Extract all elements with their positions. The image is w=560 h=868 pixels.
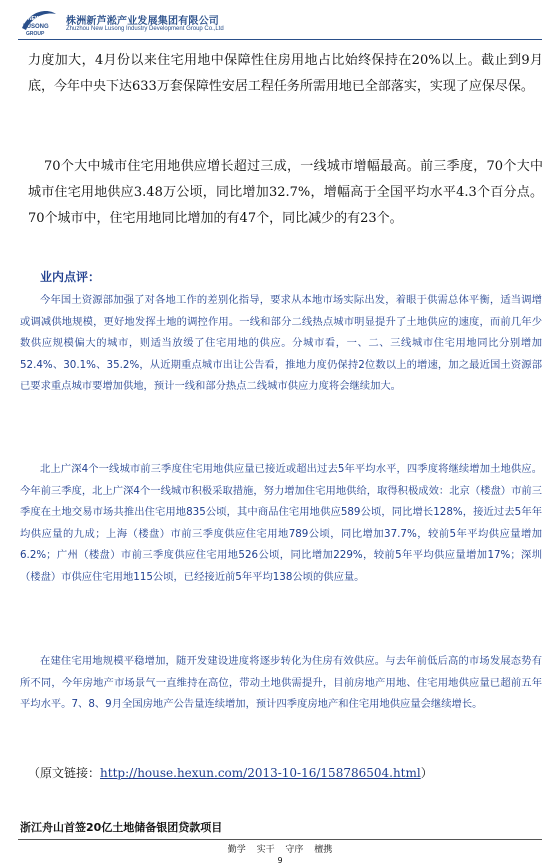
body-paragraph-2: 70个大中城市住宅用地供应增长超过三成，一线城市增幅最高。前三季度，70个大中城市住宅用地供应3.48万公顷，同比增加32.7%，增幅高于全国平均水平4.3个百分点。70个城市中，住宅用地同比增加的有47个，同比减少的有23个。 — [28, 159, 543, 226]
source-line — [28, 764, 548, 781]
next-article-title: 浙江舟山首签20亿土地储备银团贷款项目 — [20, 821, 223, 834]
commentary-paragraph-3: 在建住宅用地规模平稳增加，随开发建设进度将逐步转化为住房有效供应。与去年前低后高的市场发展态势有所不同，今年房地产市场景气一直维持在高位，带动土地供需提升，目前房地产用地、住宅用地供应量已超前五年平均水平。7、8、9月全国房地产公告量连续增加，预计四季度房地产和住宅用地供应量会继续增长。 — [20, 655, 542, 710]
company-name-en: Zhuzhou New Lusong Industry Development Group Co.,Ltd — [66, 26, 224, 32]
logo-text-lusong: LUSONG — [23, 24, 49, 30]
source-prefix: （原文链接： — [28, 766, 101, 780]
logo-text-new: NEW — [28, 16, 40, 22]
source-suffix: ） — [420, 766, 433, 780]
footer-motto: 勤学 实干 守序 檀携 — [227, 845, 333, 855]
body-paragraph-1: 力度加大，4月份以来住宅用地中保障性住房用地占比始终保持在20%以上。截止到9月底，今年中央下达633万套保障性安居工程任务所需用地已全部落实，实现了应保尽保。 — [28, 53, 543, 94]
company-logo — [20, 6, 58, 36]
page-header — [0, 0, 560, 40]
commentary-title: 业内点评： — [40, 270, 101, 284]
header-divider — [18, 39, 542, 40]
commentary-paragraph-1: 今年国土资源部加强了对各地工作的差别化指导，要求从本地市场实际出发，着眼于供需总体平衡，适当调增或调减供地规模，更好地发挥土地的调控作用。一线和部分二线热点城市明显提升了土地供应的速度，而前几年少数供应规模偏大的城市，则适当放缓了住宅用地的供应。分城市看，一、二、三线城市住宅用地同比分别增加52.4%、30.1%、35.2%，从近期重点城市出让公告看，推地力度仍保持2位数以上的增速，加之最近国土资源部已要求重点城市要增加供地，预计一线和部分热点二线城市供应力度将会继续加大。 — [20, 294, 542, 392]
company-name-cn: 株洲新芦淞产业发展集团有限公司 — [66, 16, 219, 27]
commentary-paragraph-2: 北上广深4个一线城市前三季度住宅用地供应量已接近或超出过去5年平均水平，四季度将继续增加土地供应。今年前三季度，北上广深4个一线城市积极采取措施，努力增加住宅用地供给，取得积极成效：北京（楼盘）市前三季度在土地交易市场共推出住宅用地835公顷，其中商品住宅用地供应589公顷，同比增长128%，接近过去5年年均供应量的九成；上海（楼盘）市前三季度供应住宅用地789公顷，同比增加37.7%，较前5年平均供应量增加6.2%；广州（楼盘）市前三季度供应住宅用地526公顷，同比增加229%，较前5年平均供应量增加17%；深圳（楼盘）市供应住宅用地115公顷，已经接近前5年平均138公顷的供应量。 — [20, 463, 542, 583]
source-link[interactable]: http://house.hexun.com/2013-10-16/158786504.html — [100, 766, 421, 780]
logo-text-group: GROUP — [26, 31, 45, 36]
footer-divider — [18, 839, 542, 840]
page-number: 9 — [277, 856, 283, 865]
